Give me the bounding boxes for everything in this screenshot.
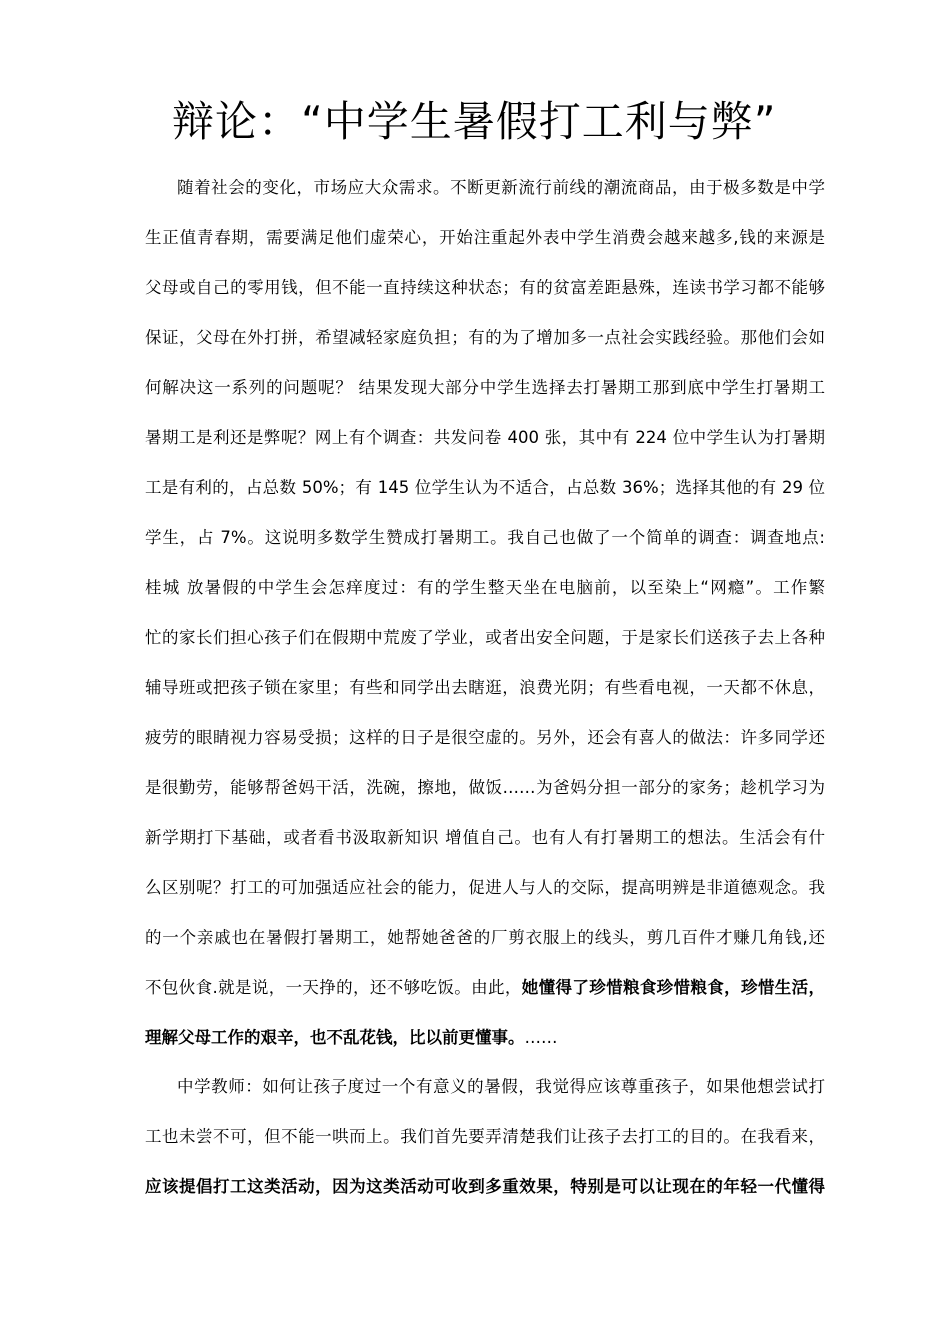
text-line (145, 963, 825, 1013)
text-line: 忙的家长们担心孩子们在假期中荒废了学业，或者出安全问题，于是家长们送孩子去上各种 (145, 628, 825, 647)
ellipsis-text: …… (524, 1028, 558, 1047)
text-line (145, 1013, 825, 1063)
text-line: 学生，占 7%。这说明多数学生赞成打暑期工。我自己也做了一个简单的调查：调查地点: (145, 528, 825, 547)
bold-text-segment: 她懂得了珍惜粮食珍惜粮食，珍惜生活， (521, 978, 825, 997)
text-line: 的一个亲戚也在暑假打暑期工，她帮她爸爸的厂剪衣服上的线头，剪几百件才赚几角钱,还 (145, 928, 825, 947)
document-title: 辩论：“中学生暑假打工利与弊” (172, 97, 777, 146)
text-line: 何解决这一系列的问题呢？ 结果发现大部分中学生选择去打暑期工那到底中学生打暑期工 (145, 378, 825, 397)
text-line: 新学期打下基础，或者看书汲取新知识 增值自己。也有人有打暑期工的想法。生活会有什 (145, 828, 825, 847)
text-line: 是很勤劳，能够帮爸妈干活，洗碗，擦地，做饭……为爸妈分担一部分的家务；趁机学习为 (145, 778, 825, 797)
paragraph-2 (145, 1062, 825, 1212)
text-line: 桂城 放暑假的中学生会怎痒度过：有的学生整天坐在电脑前，以至染上“网瘾”。工作繁 (145, 578, 825, 597)
text-line: 工也未尝不可，但不能一哄而上。我们首先要弄清楚我们让孩子去打工的目的。在我看来， (145, 1127, 825, 1146)
text-line: 保证，父母在外打拼，希望减轻家庭负担；有的为了增加多一点社会实践经验。那他们会如 (145, 328, 825, 347)
text-segment: 不包伙食.就是说，一天挣的，还不够吃饭。由此， (145, 978, 522, 997)
text-line: 随着社会的变化，市场应大众需求。不断更新流行前线的潮流商品，由于极多数是中学 (177, 178, 825, 197)
text-line: 生正值青春期，需要满足他们虚荣心，开始注重起外表中学生消费会越来越多,钱的来源是 (145, 228, 825, 247)
bold-text-segment: 理解父母工作的艰辛，也不乱花钱，比以前更懂事。 (145, 1028, 525, 1047)
text-line: 工是有利的，占总数 50%；有 145 位学生认为不适合，占总数 36%；选择其他的有 29 位 (145, 478, 825, 497)
text-line: 么区别呢？打工的可加强适应社会的能力，促进人与人的交际，提高明辨是非道德观念。我 (145, 878, 825, 897)
text-line: 中学教师：如何让孩子度过一个有意义的暑假，我觉得应该尊重孩子，如果他想尝试打 (177, 1077, 825, 1096)
text-line: 辅导班或把孩子锁在家里；有些和同学出去瞎逛，浪费光阴；有些看电视，一天都不休息， (145, 678, 825, 697)
paragraph-1 (145, 163, 825, 1063)
text-line: 暑期工是利还是弊呢？网上有个调查：共发问卷 400 张，其中有 224 位中学生认为打暑期 (145, 428, 825, 447)
text-line: 疲劳的眼睛视力容易受损；这样的日子是很空虚的。另外，还会有喜人的做法：许多同学还 (145, 728, 825, 747)
text-line: 父母或自己的零用钱，但不能一直持续这种状态；有的贫富差距悬殊，连读书学习都不能够 (145, 278, 825, 297)
bold-text-line: 应该提倡打工这类活动，因为这类活动可收到多重效果，特别是可以让现在的年轻一代懂得 (145, 1177, 825, 1196)
